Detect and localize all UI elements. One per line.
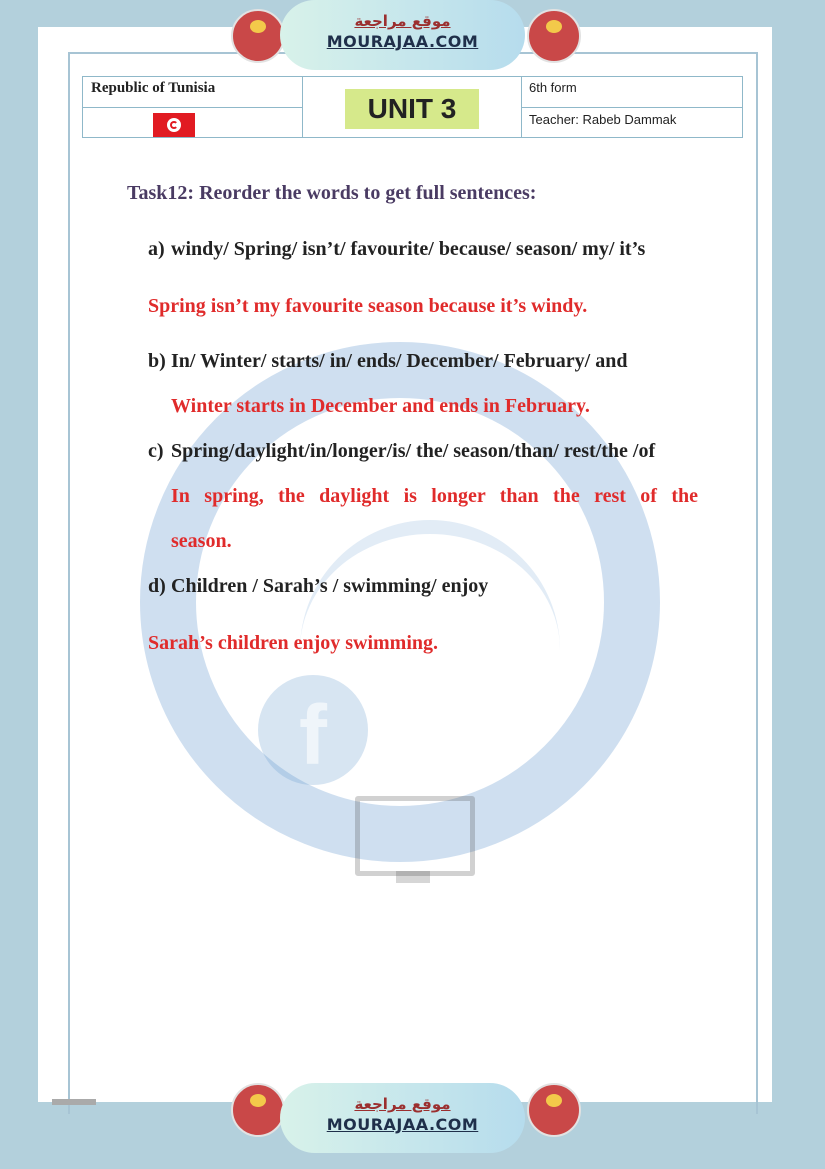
question-label: b) — [148, 350, 166, 372]
banner-site-link[interactable]: MOURAJAA.COM — [326, 32, 479, 51]
question-prompt: In/ Winter/ starts/ in/ ends/ December/ February/ and — [171, 350, 628, 372]
question-prompt: Spring/daylight/in/longer/is/ the/ season/than/ rest/the /of — [171, 440, 656, 462]
answer-c-line1: In spring, the daylight is longer than the rest of the — [171, 485, 698, 507]
answer-a: Spring isn’t my favourite season because it’s windy. — [148, 295, 588, 317]
question-prompt: windy/ Spring/ isn’t/ favourite/ because/ season/ my/ it’s — [171, 238, 646, 260]
answer-c-line2: season. — [171, 530, 232, 552]
banner-arabic-title[interactable]: موقع مراجعة — [354, 1095, 451, 1113]
question-label: c) — [148, 440, 164, 462]
answer-d: Sarah’s children enjoy swimming. — [148, 632, 439, 654]
question-c — [148, 440, 655, 463]
banner-site-link[interactable]: MOURAJAA.COM — [326, 1115, 479, 1134]
facebook-icon: f — [258, 675, 368, 785]
site-banner-bottom[interactable] — [280, 1083, 525, 1153]
site-logo-icon[interactable] — [231, 1083, 285, 1137]
teacher-name: Teacher: Rabeb Dammak — [529, 112, 677, 127]
question-prompt: Children / Sarah’s / swimming/ enjoy — [171, 575, 489, 597]
country-name: Republic of Tunisia — [91, 80, 216, 96]
form-level: 6th form — [529, 80, 577, 95]
question-b — [148, 350, 627, 373]
unit-title: UNIT 3 — [345, 89, 479, 129]
site-banner-top[interactable] — [280, 0, 525, 70]
answer-b: Winter starts in December and ends in February. — [171, 395, 590, 417]
site-logo-icon[interactable] — [527, 1083, 581, 1137]
logo-face-icon — [546, 1094, 562, 1107]
logo-face-icon — [546, 20, 562, 33]
banner-arabic-title[interactable]: موقع مراجعة — [354, 12, 451, 30]
question-label: a) — [148, 238, 165, 260]
logo-face-icon — [250, 20, 266, 33]
logo-face-icon — [250, 1094, 266, 1107]
question-a — [148, 238, 645, 261]
question-d — [148, 575, 488, 598]
site-logo-icon[interactable] — [231, 9, 285, 63]
question-label: d) — [148, 575, 166, 597]
page-tab-marker — [52, 1099, 96, 1105]
task-title: Task12: Reorder the words to get full sentences: — [127, 182, 537, 204]
site-logo-icon[interactable] — [527, 9, 581, 63]
